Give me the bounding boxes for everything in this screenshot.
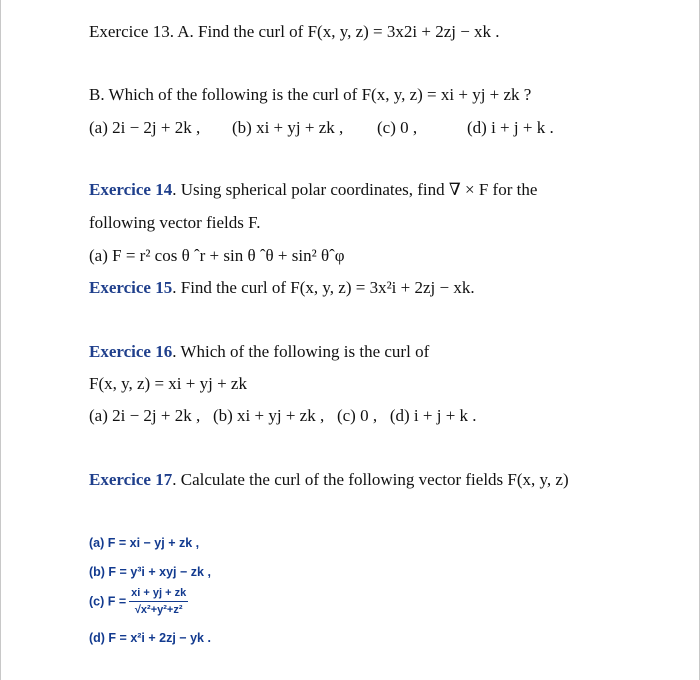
exercise-17-label: Exercice 17: [89, 470, 173, 489]
exercise-13-part-a: Exercice 13. A. Find the curl of F(x, y, z) = 3x2i + 2zj − xk .: [89, 22, 500, 41]
fraction-numerator: xi + yj + zk: [129, 586, 188, 602]
exercise-16-field: F(x, y, z) = xi + yj + zk: [89, 374, 247, 393]
exercise-15-text: [89, 278, 475, 298]
exercise-16-text-1: . Which of the following is the curl of: [172, 342, 430, 361]
exercise-16-text: [89, 342, 429, 362]
option-a: (a) 2i − 2j + 2k ,: [89, 118, 201, 137]
option-c: (c) 0 ,: [377, 118, 418, 137]
fraction-denominator: √x²+y²+z²: [134, 604, 183, 616]
exercise-17-part-d: (d) F = x²i + 2zj − yk .: [89, 631, 211, 645]
exercise-15-body: . Find the curl of F(x, y, z) = 3x²i + 2zj − xk.: [172, 278, 475, 297]
exercise-17-part-c: [89, 586, 188, 617]
exercise-17-text: [89, 470, 569, 490]
exercise-14-label: Exercice 14: [89, 180, 173, 199]
part-c-fraction: [129, 586, 188, 617]
exercise-13-options: [89, 118, 554, 138]
exercise-14-part-a: (a) F = r² cos θ ˆr + sin θ ˆθ + sin² θˆφ: [89, 246, 345, 265]
exercise-16-label: Exercice 16: [89, 342, 173, 361]
exercise-17-part-b: (b) F = y³i + xyj − zk ,: [89, 565, 211, 579]
exercise-17-body: . Calculate the curl of the following vector fields F(x, y, z): [172, 470, 569, 489]
part-c-prefix: (c) F =: [89, 594, 127, 609]
option-d: (d) i + j + k .: [467, 118, 554, 137]
exercise-16-options: (a) 2i − 2j + 2k , (b) xi + yj + zk , (c) 0 , (d) i + j + k .: [89, 406, 477, 425]
option-b: (b) xi + yj + zk ,: [232, 118, 344, 137]
exercise-15-label: Exercice 15: [89, 278, 173, 297]
exercise-14-text-1: . Using spherical polar coordinates, find ∇ × F for the: [172, 180, 538, 199]
exercise-13-part-b-question: B. Which of the following is the curl of F(x, y, z) = xi + yj + zk ?: [89, 85, 532, 104]
exercise-14-text: [89, 180, 537, 200]
exercise-17-part-a: (a) F = xi − yj + zk ,: [89, 536, 200, 550]
exercise-14-text-2: following vector fields F.: [89, 213, 261, 232]
